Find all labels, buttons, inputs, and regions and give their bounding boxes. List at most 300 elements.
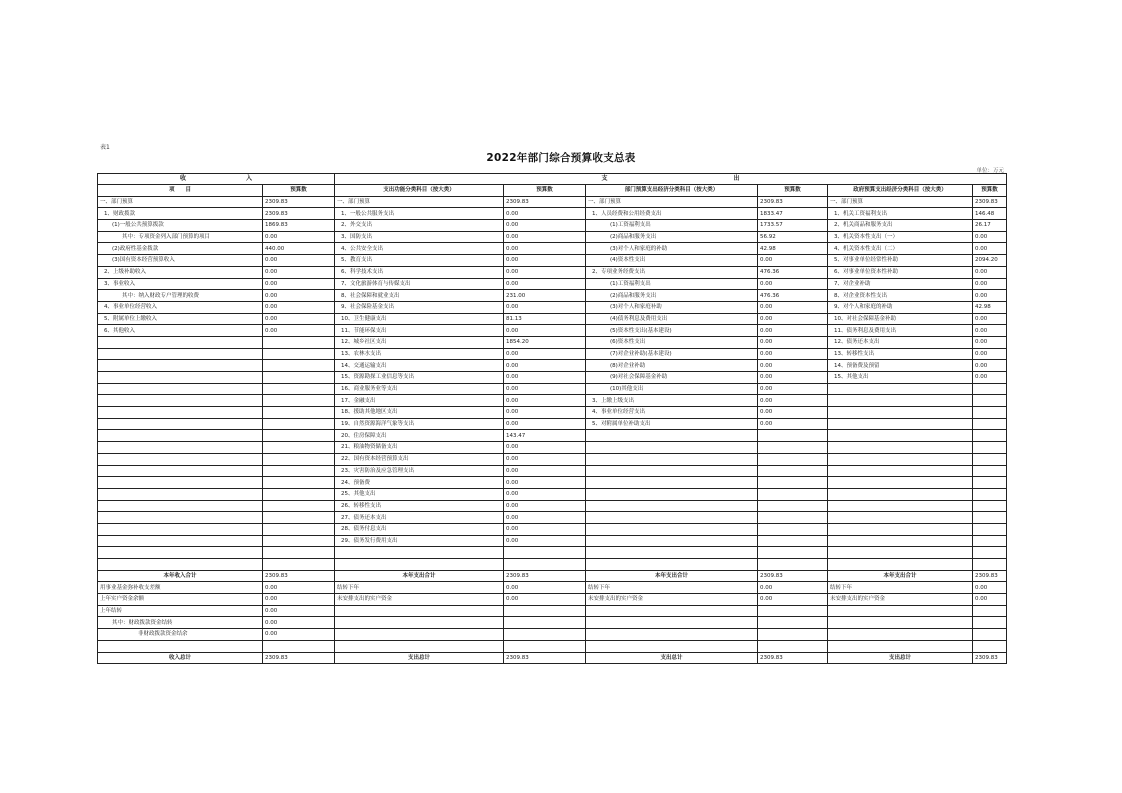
- table-row: [98, 407, 1007, 419]
- gov-econ-item: [828, 465, 973, 477]
- gov-econ-amount: [973, 465, 1007, 477]
- func-item: 25、其他支出: [335, 488, 504, 500]
- gov-econ-amount: [973, 488, 1007, 500]
- func-item: 3、国防支出: [335, 231, 504, 243]
- func-item: 15、资源勘探工业信息等支出: [335, 372, 504, 384]
- gov-econ-item: 2、机关商品和服务支出: [828, 220, 973, 232]
- table-row: [98, 208, 1007, 220]
- dept-econ-item: [586, 629, 758, 641]
- dept-econ-amount: 0.00: [758, 418, 828, 430]
- func-total-label: 本年支出合计: [335, 570, 504, 582]
- gov-econ-amount: 146.48: [973, 208, 1007, 220]
- func-amount: 0.00: [504, 488, 586, 500]
- dept-econ-item: [586, 535, 758, 547]
- dept-econ-amount: [758, 605, 828, 617]
- gov-econ-amount: [973, 559, 1007, 571]
- year-total-row: [98, 570, 1007, 582]
- dept-econ-amount: 0.00: [758, 582, 828, 594]
- dept-econ-item: (4)债务利息及费用支出: [586, 313, 758, 325]
- income-amount: [263, 430, 335, 442]
- income-amount: [263, 442, 335, 454]
- func-item: [335, 640, 504, 652]
- table-row: [98, 290, 1007, 302]
- func-item: 6、科学技术支出: [335, 266, 504, 278]
- income-amount: 0.00: [263, 617, 335, 629]
- tail-row: [98, 605, 1007, 617]
- dept-econ-item: [586, 465, 758, 477]
- table-row: [98, 512, 1007, 524]
- gov-econ-item: [828, 430, 973, 442]
- dept-econ-amount: [758, 547, 828, 559]
- dept-econ-item: (3)对个人和家庭补助: [586, 301, 758, 313]
- func-amount: 231.00: [504, 290, 586, 302]
- dept-econ-amount: [758, 442, 828, 454]
- func-amount: 143.47: [504, 430, 586, 442]
- func-amount: [504, 640, 586, 652]
- income-item: [98, 465, 263, 477]
- gov-econ-item: 14、预备费及预留: [828, 360, 973, 372]
- table-row: [98, 196, 1007, 208]
- gov-total-label: 支出总计: [828, 652, 973, 664]
- gov-econ-amount: [973, 617, 1007, 629]
- func-amount: 0.00: [504, 325, 586, 337]
- table-row: [98, 442, 1007, 454]
- func-item: 5、教育支出: [335, 255, 504, 267]
- dept-econ-item: 未安排支出的实户资金: [586, 594, 758, 606]
- income-amount: 1869.83: [263, 220, 335, 232]
- band-row: [98, 174, 1007, 185]
- tail-row: [98, 640, 1007, 652]
- func-amount: 0.00: [504, 266, 586, 278]
- income-amount: 0.00: [263, 301, 335, 313]
- table-row: [98, 360, 1007, 372]
- income-item: [98, 336, 263, 348]
- income-amount: [263, 348, 335, 360]
- expense-band: 支 出: [335, 174, 1007, 185]
- func-amount: 81.13: [504, 313, 586, 325]
- func-amount: 0.00: [504, 372, 586, 384]
- func-amount: 0.00: [504, 395, 586, 407]
- dept-econ-item: [586, 559, 758, 571]
- func-amount: 0.00: [504, 231, 586, 243]
- dept-econ-amount: [758, 559, 828, 571]
- dept-econ-amount: 0.00: [758, 325, 828, 337]
- dept-econ-item: [586, 430, 758, 442]
- header-dept-econ-item: 部门预算支出经济分类科目（按大类）: [586, 185, 758, 197]
- gov-econ-amount: 0.00: [973, 372, 1007, 384]
- income-amount: [263, 418, 335, 430]
- gov-econ-item: [828, 640, 973, 652]
- gov-econ-item: [828, 605, 973, 617]
- gov-econ-item: [828, 559, 973, 571]
- gov-econ-amount: [973, 395, 1007, 407]
- dept-econ-amount: [758, 640, 828, 652]
- gov-econ-item: 8、对企业资本性支出: [828, 290, 973, 302]
- income-item: [98, 348, 263, 360]
- gov-econ-amount: 2309.83: [973, 196, 1007, 208]
- dept-econ-item: [586, 547, 758, 559]
- income-amount: [263, 512, 335, 524]
- func-amount: 0.00: [504, 383, 586, 395]
- gov-econ-item: 1、机关工资福利支出: [828, 208, 973, 220]
- tail-row: [98, 594, 1007, 606]
- gov-econ-item: [828, 523, 973, 535]
- func-amount: 0.00: [504, 477, 586, 489]
- func-item: 17、金融支出: [335, 395, 504, 407]
- func-total-label: 支出总计: [335, 652, 504, 664]
- income-item: [98, 500, 263, 512]
- func-amount: [504, 547, 586, 559]
- func-item: 26、转移性支出: [335, 500, 504, 512]
- func-amount: 0.00: [504, 255, 586, 267]
- income-item: 非财政拨款资金结余: [98, 629, 263, 641]
- dept-econ-item: [586, 523, 758, 535]
- income-total-label: 本年收入合计: [98, 570, 263, 582]
- gov-econ-amount: [973, 430, 1007, 442]
- dept-econ-item: (8)对企业补助: [586, 360, 758, 372]
- func-item: 10、卫生健康支出: [335, 313, 504, 325]
- func-amount: 0.00: [504, 453, 586, 465]
- gov-total-value: 2309.83: [973, 652, 1007, 664]
- gov-econ-amount: [973, 383, 1007, 395]
- income-item: 3、事业收入: [98, 278, 263, 290]
- dept-econ-amount: [758, 477, 828, 489]
- income-amount: 0.00: [263, 582, 335, 594]
- income-item: [98, 418, 263, 430]
- func-amount: 0.00: [504, 512, 586, 524]
- gov-econ-item: 一、部门预算: [828, 196, 973, 208]
- dept-econ-item: (10)其他支出: [586, 383, 758, 395]
- dept-econ-amount: [758, 523, 828, 535]
- income-amount: 0.00: [263, 605, 335, 617]
- func-item: 16、商业服务业等支出: [335, 383, 504, 395]
- dept-econ-amount: 476.36: [758, 266, 828, 278]
- dept-econ-item: [586, 500, 758, 512]
- dept-econ-amount: [758, 512, 828, 524]
- gov-econ-item: 3、机关资本性支出（一）: [828, 231, 973, 243]
- func-amount: 0.00: [504, 582, 586, 594]
- func-item: [335, 629, 504, 641]
- income-amount: [263, 500, 335, 512]
- income-item: [98, 360, 263, 372]
- gov-econ-item: [828, 617, 973, 629]
- dept-econ-amount: 0.00: [758, 383, 828, 395]
- gov-econ-amount: [973, 477, 1007, 489]
- gov-econ-item: [828, 418, 973, 430]
- func-item: 11、节能环保支出: [335, 325, 504, 337]
- gov-econ-amount: [973, 442, 1007, 454]
- gov-econ-amount: 0.00: [973, 336, 1007, 348]
- gov-econ-amount: [973, 605, 1007, 617]
- gov-econ-amount: [973, 523, 1007, 535]
- gov-econ-amount: [973, 407, 1007, 419]
- table-row: [98, 231, 1007, 243]
- dept-total-value: 2309.83: [758, 652, 828, 664]
- gov-econ-item: [828, 477, 973, 489]
- table-row: [98, 372, 1007, 384]
- table-row: [98, 348, 1007, 360]
- tail-row: [98, 629, 1007, 641]
- income-amount: [263, 453, 335, 465]
- func-amount: [504, 617, 586, 629]
- dept-econ-item: [586, 512, 758, 524]
- dept-econ-amount: [758, 535, 828, 547]
- func-item: 4、公共安全支出: [335, 243, 504, 255]
- income-item: [98, 523, 263, 535]
- gov-econ-amount: [973, 535, 1007, 547]
- income-amount: 0.00: [263, 325, 335, 337]
- income-amount: 0.00: [263, 313, 335, 325]
- header-dept-econ-amount: 预算数: [758, 185, 828, 197]
- gov-econ-amount: [973, 629, 1007, 641]
- dept-econ-item: (4)资本性支出: [586, 255, 758, 267]
- dept-econ-amount: [758, 488, 828, 500]
- table-row: [98, 535, 1007, 547]
- table-row: [98, 255, 1007, 267]
- income-amount: [263, 360, 335, 372]
- table-row: [98, 523, 1007, 535]
- dept-econ-item: [586, 488, 758, 500]
- income-amount: [263, 547, 335, 559]
- gov-econ-amount: 2094.20: [973, 255, 1007, 267]
- income-item: [98, 535, 263, 547]
- dept-econ-amount: [758, 629, 828, 641]
- dept-econ-item: (3)对个人和家庭的补助: [586, 243, 758, 255]
- gov-econ-item: 未安排支出的实户资金: [828, 594, 973, 606]
- func-item: 21、粮油物资储备支出: [335, 442, 504, 454]
- gov-econ-amount: [973, 453, 1007, 465]
- func-amount: 0.00: [504, 208, 586, 220]
- func-amount: 0.00: [504, 523, 586, 535]
- dept-econ-item: [586, 640, 758, 652]
- func-amount: [504, 629, 586, 641]
- income-amount: 0.00: [263, 255, 335, 267]
- dept-econ-item: (2)商品和服务支出: [586, 231, 758, 243]
- func-amount: 0.00: [504, 220, 586, 232]
- table-label: 表1: [100, 144, 110, 151]
- dept-econ-item: 结转下年: [586, 582, 758, 594]
- func-item: [335, 559, 504, 571]
- income-item: 5、附属单位上缴收入: [98, 313, 263, 325]
- gov-econ-item: [828, 442, 973, 454]
- gov-econ-amount: 0.00: [973, 360, 1007, 372]
- income-item: [98, 453, 263, 465]
- dept-total-label: 支出总计: [586, 652, 758, 664]
- dept-econ-amount: 0.00: [758, 336, 828, 348]
- dept-econ-item: [586, 477, 758, 489]
- income-item: 1、财政拨款: [98, 208, 263, 220]
- func-amount: 1854.20: [504, 336, 586, 348]
- dept-econ-item: [586, 617, 758, 629]
- income-amount: [263, 523, 335, 535]
- dept-econ-item: (6)资本性支出: [586, 336, 758, 348]
- table-row: [98, 325, 1007, 337]
- func-item: [335, 617, 504, 629]
- gov-econ-item: [828, 500, 973, 512]
- income-amount: 0.00: [263, 594, 335, 606]
- gov-total-value: 2309.83: [973, 570, 1007, 582]
- table-row: [98, 418, 1007, 430]
- income-item: 上年实户资金余额: [98, 594, 263, 606]
- func-item: 13、农林水支出: [335, 348, 504, 360]
- header-income-amount: 预算数: [263, 185, 335, 197]
- gov-econ-item: 6、对事业单位资本性补助: [828, 266, 973, 278]
- dept-econ-item: (7)对企业补助(基本建设): [586, 348, 758, 360]
- gov-econ-item: [828, 383, 973, 395]
- header-income-item: 项 目: [98, 185, 263, 197]
- gov-econ-item: 9、对个人和家庭的补助: [828, 301, 973, 313]
- dept-econ-amount: [758, 465, 828, 477]
- income-amount: [263, 395, 335, 407]
- func-item: 22、国有资本经营预算支出: [335, 453, 504, 465]
- dept-econ-amount: 42.98: [758, 243, 828, 255]
- table-row: [98, 547, 1007, 559]
- income-amount: 0.00: [263, 278, 335, 290]
- income-item: (2)政府性基金拨款: [98, 243, 263, 255]
- income-amount: 0.00: [263, 266, 335, 278]
- func-item: 29、债务发行费用支出: [335, 535, 504, 547]
- tail-row: [98, 582, 1007, 594]
- func-item: 9、社会保险基金支出: [335, 301, 504, 313]
- gov-econ-item: [828, 395, 973, 407]
- gov-econ-item: [828, 488, 973, 500]
- income-total-label: 收入总计: [98, 652, 263, 664]
- gov-econ-item: [828, 453, 973, 465]
- dept-econ-item: 3、上缴上级支出: [586, 395, 758, 407]
- func-amount: 0.00: [504, 301, 586, 313]
- table-row: [98, 313, 1007, 325]
- gov-econ-amount: 0.00: [973, 243, 1007, 255]
- income-item: 其中：专项资金列入部门预算的项目: [98, 231, 263, 243]
- dept-econ-item: (2)商品和服务支出: [586, 290, 758, 302]
- dept-econ-item: [586, 605, 758, 617]
- income-amount: [263, 407, 335, 419]
- gov-econ-item: [828, 547, 973, 559]
- gov-econ-amount: [973, 418, 1007, 430]
- income-item: 一、部门预算: [98, 196, 263, 208]
- dept-econ-amount: 0.00: [758, 255, 828, 267]
- func-item: 24、预备费: [335, 477, 504, 489]
- gov-econ-item: 15、其他支出: [828, 372, 973, 384]
- gov-econ-amount: 0.00: [973, 313, 1007, 325]
- dept-econ-item: 2、专项业务经费支出: [586, 266, 758, 278]
- income-item: 2、上级补助收入: [98, 266, 263, 278]
- func-item: [335, 547, 504, 559]
- dept-econ-amount: 0.00: [758, 372, 828, 384]
- func-amount: 0.00: [504, 243, 586, 255]
- income-amount: [263, 465, 335, 477]
- income-item: 6、其他收入: [98, 325, 263, 337]
- table-row: [98, 430, 1007, 442]
- dept-econ-amount: 476.36: [758, 290, 828, 302]
- gov-econ-amount: [973, 640, 1007, 652]
- income-total-value: 2309.83: [263, 652, 335, 664]
- func-item: 14、交通运输支出: [335, 360, 504, 372]
- gov-econ-amount: 0.00: [973, 594, 1007, 606]
- dept-econ-item: [586, 453, 758, 465]
- dept-econ-amount: 0.00: [758, 407, 828, 419]
- dept-econ-amount: 0.00: [758, 360, 828, 372]
- table-row: [98, 266, 1007, 278]
- gov-econ-item: [828, 629, 973, 641]
- gov-econ-amount: 0.00: [973, 290, 1007, 302]
- income-amount: 0.00: [263, 290, 335, 302]
- gov-econ-amount: 42.98: [973, 301, 1007, 313]
- func-item: 未安排支出的实户资金: [335, 594, 504, 606]
- func-item: 1、一般公共服务支出: [335, 208, 504, 220]
- dept-econ-amount: [758, 500, 828, 512]
- income-item: 4、事业单位经营收入: [98, 301, 263, 313]
- gov-econ-item: 结转下年: [828, 582, 973, 594]
- func-item: 20、住房保障支出: [335, 430, 504, 442]
- income-amount: [263, 477, 335, 489]
- table-row: [98, 465, 1007, 477]
- header-gov-econ-amount: 预算数: [973, 185, 1007, 197]
- gov-econ-amount: 0.00: [973, 582, 1007, 594]
- dept-econ-item: 1、人员经费和公用经费支出: [586, 208, 758, 220]
- func-amount: 0.00: [504, 500, 586, 512]
- table-row: [98, 395, 1007, 407]
- header-func-amount: 预算数: [504, 185, 586, 197]
- func-amount: 0.00: [504, 348, 586, 360]
- gov-econ-item: [828, 535, 973, 547]
- income-item: 上年结转: [98, 605, 263, 617]
- page-title: 2022年部门综合预算收支总表: [486, 152, 636, 164]
- income-item: 其中：财政拨款资金结转: [98, 617, 263, 629]
- income-item: [98, 488, 263, 500]
- gov-econ-amount: 0.00: [973, 278, 1007, 290]
- func-item: [335, 605, 504, 617]
- func-amount: [504, 559, 586, 571]
- func-amount: 0.00: [504, 360, 586, 372]
- tail-row: [98, 617, 1007, 629]
- table-row: [98, 243, 1007, 255]
- dept-econ-item: 一、部门预算: [586, 196, 758, 208]
- income-item: [98, 477, 263, 489]
- func-amount: 2309.83: [504, 196, 586, 208]
- dept-econ-item: (9)对社会保障基金补助: [586, 372, 758, 384]
- table-row: [98, 500, 1007, 512]
- income-item: [98, 395, 263, 407]
- dept-econ-amount: [758, 453, 828, 465]
- budget-summary-table: [97, 173, 1007, 664]
- dept-econ-amount: 0.00: [758, 348, 828, 360]
- income-amount: [263, 336, 335, 348]
- func-amount: 0.00: [504, 535, 586, 547]
- income-item: [98, 383, 263, 395]
- func-item: 2、外交支出: [335, 220, 504, 232]
- income-item: (1)一般公共预算拨款: [98, 220, 263, 232]
- dept-econ-amount: 2309.83: [758, 196, 828, 208]
- dept-econ-item: [586, 442, 758, 454]
- dept-econ-amount: 0.00: [758, 313, 828, 325]
- func-amount: 0.00: [504, 407, 586, 419]
- income-amount: [263, 559, 335, 571]
- gov-total-label: 本年支出合计: [828, 570, 973, 582]
- header-func-item: 支出功能分类科目（按大类）: [335, 185, 504, 197]
- income-item: (3)国有资本经营预算收入: [98, 255, 263, 267]
- income-item: [98, 547, 263, 559]
- grand-total-row: [98, 652, 1007, 664]
- income-band: 收 入: [98, 174, 335, 185]
- income-item: [98, 430, 263, 442]
- table-row: [98, 477, 1007, 489]
- func-item: 结转下年: [335, 582, 504, 594]
- dept-econ-amount: 0.00: [758, 301, 828, 313]
- func-item: 28、债务付息支出: [335, 523, 504, 535]
- gov-econ-item: 13、转移性支出: [828, 348, 973, 360]
- func-item: 一、部门预算: [335, 196, 504, 208]
